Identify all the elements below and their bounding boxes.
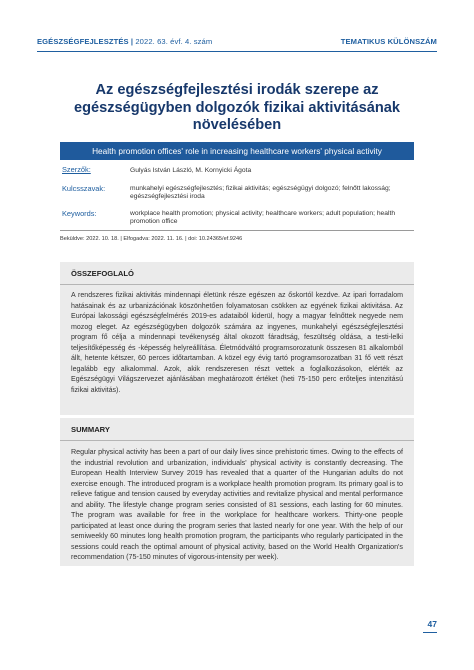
- article-english-title: Health promotion offices' role in increasing healthcare workers' physical activity: [60, 142, 414, 160]
- page-number: 47: [427, 619, 437, 629]
- kulcsszavak-label: Kulcsszavak:: [62, 184, 106, 193]
- article-metadata: [60, 166, 414, 238]
- keywords-label: Keywords:: [62, 209, 97, 218]
- abstract-hungarian-text: A rendszeres fizikai aktivitás mindennapi életünk része egészen az őskortól kezdve. Az ipari forradalom hatásainak és az urbanizációnak köszönhetően folyamatosan csökken az egyének fizikai aktivitása. Az Európai lakossági egészségfelmérés 2019-es adataiból kiderül, hogy a magyar felnőttek negyede nem mozog eleget. Az egészségügyben dolgozók számára az ingyenes, munkahelyi egészségfejlesztési program fő célja a mindennapi tevékenység által okozott fáradtság, feszültség oldása, a testi-lelki teljesítőképesség és -képesség helyreállítása. Életmódváltó programsorozatunk összesen 81 alkalomból állt, hetente kétszer, 60 perces időtartamban. A közel egy évig tartó programsorozatban 31 fő vett részt legalább egy alkalommal. Azok, akik rendszeresen részt vettek a foglalkozásokon, elérték az Egészségügyi Világszervezet ajánlásában meghatározott értéket (heti 75-150 perc erőteljes intenzitású fizikai aktivitás).: [71, 292, 403, 394]
- authors-row: [60, 166, 414, 178]
- submission-dates: Beküldve: 2022. 10. 18. | Elfogadva: 2022. 11. 16. | doi: 10.24365/ef.9246: [60, 236, 243, 242]
- keywords-row: [60, 210, 414, 238]
- journal-info: [37, 37, 212, 46]
- journal-name: EGÉSZSÉGFEJLESZTÉS: [37, 37, 129, 46]
- article-title: Az egészségfejlesztési irodák szerepe az egészségügyben dolgozók fizikai aktivitásának növelésében: [73, 82, 401, 133]
- header-divider: [37, 51, 437, 52]
- abstract-english: [60, 418, 414, 566]
- abstract-hungarian: [60, 262, 414, 415]
- journal-issue: 2022. 63. évf. 4. szám: [135, 37, 213, 46]
- authors-value: Gulyás István László, M. Kornyicki Ágota: [130, 167, 252, 174]
- authors-label: Szerzők:: [62, 165, 91, 174]
- keywords-value: workplace health promotion; physical activity; healthcare workers; adult population; health promotion office: [130, 210, 396, 226]
- abstract-english-heading: SUMMARY: [60, 418, 414, 441]
- kulcsszavak-row: [60, 185, 414, 205]
- page-number-rule: [423, 632, 437, 633]
- abstract-hungarian-heading: ÖSSZEFOGLALÓ: [60, 262, 414, 285]
- section-label: TEMATIKUS KÜLÖNSZÁM: [340, 37, 437, 46]
- kulcsszavak-value: munkahelyi egészségfejlesztés; fizikai aktivitás; egészségügyi dolgozó; felnőtt lakosság; egészségfejlesztési iroda: [130, 185, 391, 201]
- header-separator: |: [130, 37, 134, 46]
- abstract-english-text: Regular physical activity has been a part of our daily lives since prehistoric times. Owing to the effects of the industrial revolution and urbanization, individuals' physical activity is constantly decreasing. The European Health Interview Survey 2019 has revealed that a quarter of the Hungarian adults do not exercise enough. The introduced program is a workplace health promotion program. Its primary goal is to relieve fatigue and tension caused by everyday activities and revitalize physical and mental performance and ability. The lifestyle change program series consisted of 81 sessions, each lasting for 60 minutes. The program was available for free in the workplace for healthcare workers. Thirty-one people participated at least once during the program series that lasted nearly for one year. With the help of our semiweekly 60 minutes long health promotion program, the participants who regularly participated in the sessions could reach the optimal amount of physical activity, based on the World Health Organization's recommendation (75-150 minutes of vigorous-intensity per week).: [71, 448, 403, 561]
- metadata-divider: [60, 230, 414, 231]
- running-header: [37, 37, 437, 51]
